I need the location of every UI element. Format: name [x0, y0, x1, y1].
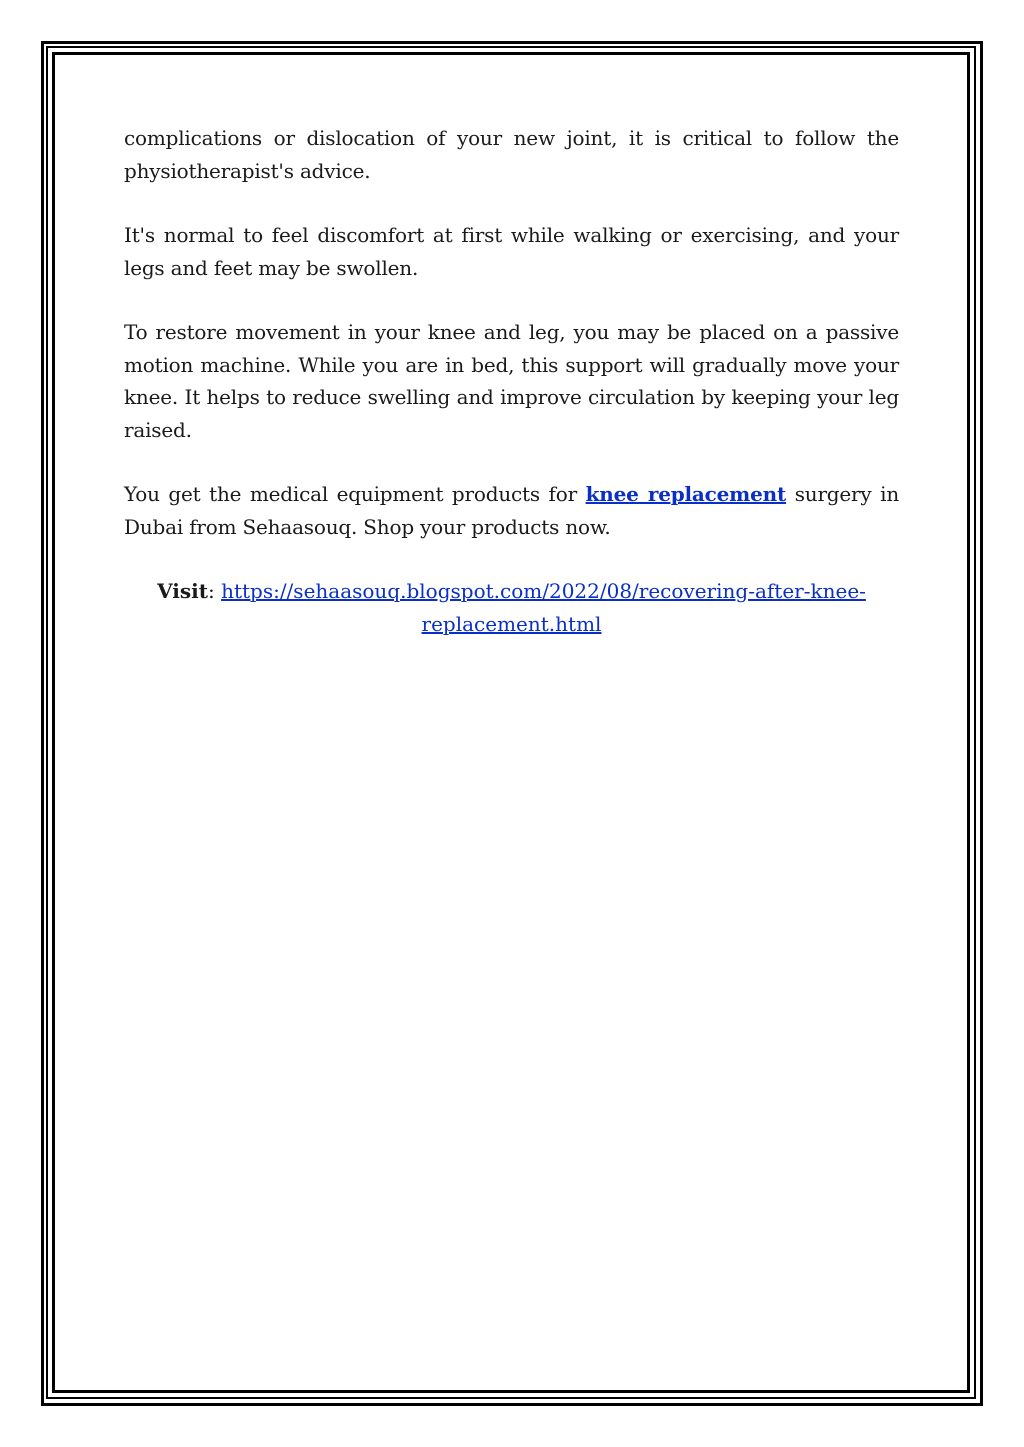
- visit-label: Visit: [157, 579, 208, 603]
- knee-replacement-link[interactable]: knee replacement: [585, 482, 787, 506]
- document-body: [124, 122, 899, 640]
- visit-separator: :: [207, 579, 222, 603]
- paragraph-complications: complications or dislocation of your new joint, it is critical to follow the physiotherapist's advice.: [124, 126, 899, 183]
- paragraph-discomfort: It's normal to feel discomfort at first while walking or exercising, and your legs and feet may be swollen.: [124, 223, 899, 280]
- promo-text-before: You get the medical equipment products for: [124, 482, 586, 506]
- promo-text-after: surgery in Dubai from Sehaasouq. Shop your products now.: [124, 482, 900, 539]
- visit-url-link[interactable]: https://sehaasouq.blogspot.com/2022/08/recovering-after-knee-replacement.html: [221, 579, 866, 636]
- paragraph-passive-motion: To restore movement in your knee and leg, you may be placed on a passive motion machine. While you are in bed, this support will gradually move your knee. It helps to reduce swelling and improve circulation by keeping your leg raised.: [124, 320, 899, 442]
- paragraph-promo: [124, 478, 899, 543]
- visit-line: [124, 575, 899, 640]
